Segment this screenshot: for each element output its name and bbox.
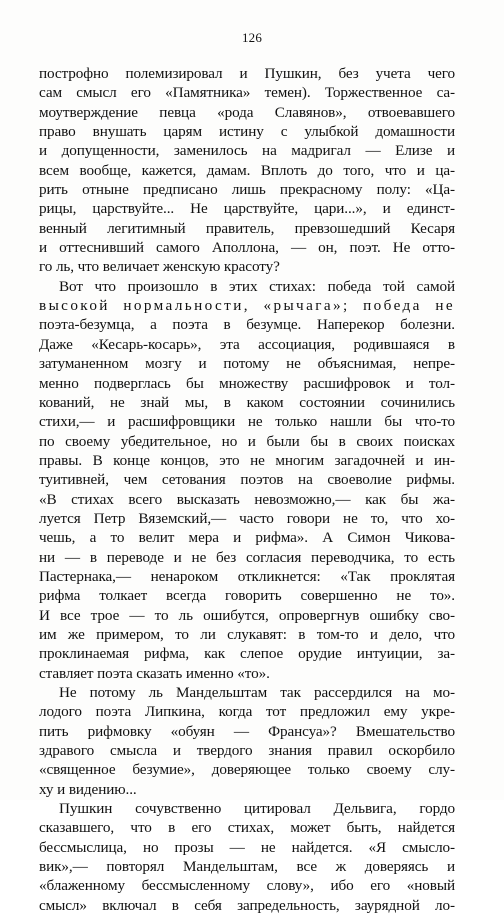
text-line: вик»,— повторял Мандельштам, все ж доверяясь и	[39, 858, 455, 876]
text-line: рить отныне предписано лишь прекрасному полу: «Ца-	[39, 181, 455, 199]
text-line: Вот что произошло в этих стихах: победа той самой	[59, 277, 455, 295]
text-line: Даже «Кесарь-косарь», эта ассоциация, родившаяся в	[39, 335, 455, 353]
text-line: проклинаемая рифма, как слепое орудие интуиции, за-	[39, 645, 455, 663]
text-line: и оттеснивший самого Аполлона, — он, поэт. Не отто-	[39, 239, 455, 257]
text-line: поэта-безумца, а поэта в безумце. Наперекор болезни.	[39, 316, 455, 334]
text-line: ни — в переводе и не без согласия переводчика, то есть	[39, 548, 455, 566]
text-line: го ль, что величает женскую красоту?	[39, 258, 280, 276]
text-line: здравого смысла и твердого знания правил оскорбило	[39, 742, 455, 760]
text-line: кований, не знай мы, в каком состоянии сочинились	[39, 393, 455, 411]
text-line: «блаженному бессмысленному слову», ибо его «новый	[39, 877, 455, 895]
text-line: Пастернака,— ненароком откликнется: «Так проклятая	[39, 567, 455, 585]
text-line: туитивней, чем сетования поэтов на своеволие рифмы.	[39, 471, 455, 489]
text-line: венный легитимный правитель, превзошедший Кесаря	[39, 219, 455, 237]
text-line: и допущенности, заменилось на мадригал — Елизе и	[39, 142, 455, 160]
text-line: ху и видению...	[39, 780, 137, 798]
text-line: луется Петр Вяземский,— часто говори не то, что хо-	[39, 509, 455, 527]
text-line: им же примером, то ли слукавят: в том-то и дело, что	[39, 625, 455, 643]
text-line: менно подверглась бы множеству расшифровок и тол-	[39, 374, 455, 392]
text-line: затуманенном мозгу и потому не объяснимая, непре-	[39, 355, 455, 373]
text-line: чешь, а то велит мера и рифма». А Симон Чикова-	[39, 529, 455, 547]
text-line: право внушать царям истину с улыбкой домашности	[39, 123, 455, 141]
text-line: Не потому ль Мандельштам так рассердился на мо-	[59, 684, 455, 701]
text-line: моутверждение певца «рода Славянов», отвоевавшего	[39, 103, 455, 121]
text-line: по своему убедительное, но и были бы в своих поисках	[39, 432, 455, 450]
text-line: рифма толкает всегда говорить совершенно не то».	[39, 587, 455, 605]
text-line: «В стихах всего высказать невозможно,— как бы жа-	[39, 490, 455, 508]
text-line: рицы, царствуйте... Не царствуйте, цари...», и единст-	[39, 200, 455, 218]
text-line: смысл» включал в себя запредельность, заурядной ло-	[39, 896, 455, 914]
text-line: всем вообще, кажется, дамам. Вплоть до того, что и ца-	[39, 161, 455, 179]
text-line: стихи,— и расшифровщики не только нашли бы что-то	[39, 413, 455, 431]
text-line: высокой нормальности, «рычага»; победа не	[39, 297, 455, 315]
text-line: «священное безумие», доверяющее только своему слу-	[39, 761, 455, 779]
text-line: сам смысл его «Памятника» темен). Торжественное са-	[39, 84, 455, 102]
text-line: бессмыслица, но прозы — не найдется. «Я смысло-	[39, 838, 455, 856]
text-line: лодого поэта Липкина, когда тот предложил ему укре-	[39, 703, 455, 721]
text-line: построфно полемизировал и Пушкин, без учета чего	[39, 65, 455, 82]
text-line: пить рифмовку «обуян — Франсуа»? Вмешательство	[39, 722, 455, 740]
text-line: правы. В конце концов, это не многим загадочней и ин-	[39, 451, 455, 469]
page-number: 126	[241, 30, 263, 45]
text-line: ставляет поэта сказать именно «то».	[39, 664, 270, 682]
text-line: Пушкин сочувственно цитировал Дельвига, гордо	[59, 800, 455, 818]
text-line: сказавшего, что в его стихах, может быть, найдется	[39, 819, 455, 837]
body-text	[39, 64, 455, 915]
text-line: И все трое — то ль ошибутся, опровергнув ошибку сво-	[39, 606, 455, 624]
